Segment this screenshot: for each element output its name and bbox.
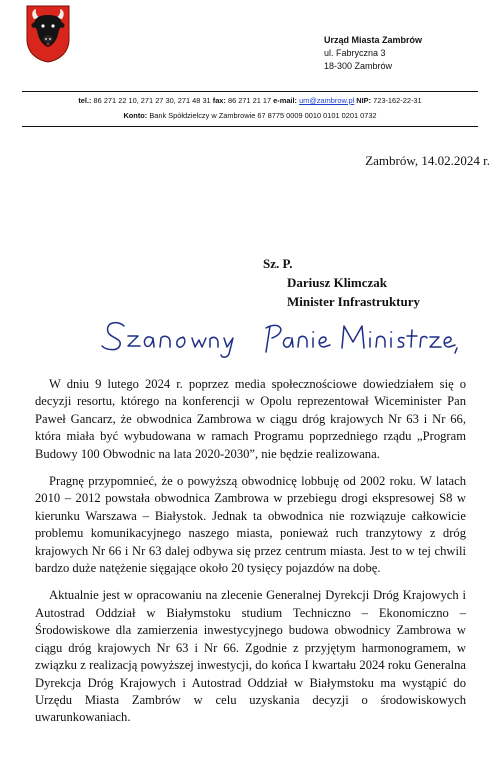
letter-body	[35, 376, 466, 737]
email-label: e-mail:	[273, 96, 297, 105]
header-divider-bottom	[22, 126, 478, 127]
paragraph-3: Aktualnie jest w opracowaniu na zlecenie Generalnej Dyrekcji Dróg Krajowych i Autostrad Oddział w Białymstoku studium Techniczno – Ekonomiczno – Środowiskowe dla zamierzenia inwestycyjnego budowa obwodnicy Zambrowa w ciągu dróg krajowych Nr 63 i Nr 66. Zgodnie z przyjętym harmonogramem, w związku z realizacją powyższej inwestycji, do końca I kwartału 2024 roku Generalna Dyrekcja Dróg Krajowych i Autostrad Oddział w Białymstoku ma wystąpić do Urzędu Miasta Zambrów w celu uzyskania decyzji o środowiskowych uwarunkowaniach.	[35, 588, 466, 725]
header-divider-top	[22, 91, 478, 92]
tel-label: tel.:	[78, 96, 92, 105]
email-link[interactable]: um@zambrow.pl	[299, 96, 355, 105]
nip-label: NIP:	[356, 96, 372, 105]
fax-value: 86 271 21 17	[227, 96, 272, 105]
addressee-block	[0, 254, 420, 311]
bank-value: Bank Spółdzielczy w Zambrowie 67 8775 0009 0010 0101 0201 0732	[149, 111, 377, 120]
office-street: ul. Fabryczna 3	[324, 48, 386, 58]
office-name: Urząd Miasta Zambrów	[324, 35, 423, 45]
paragraph-2: Pragnę przypomnieć, że o powyższą obwodnicę lobbuję od 2002 roku. W latach 2010 – 2012 powstała obwodnica Zambrowa w przebiegu drogi ekspresowej S8 w kierunku Warszawa – Białystok. Jednak ta obwodnica nie rozwiązuje całkowicie problemu komunikacyjnego naszego miasta, ponieważ ruch tranzytowy z dróg krajowych Nr 66 i Nr 63 dalej odbywa się przez centrum miasta. Jest to w tej chwili bardzo duże natężenie sięgające około 20 tysięcy pojazdów na dobę.	[35, 474, 466, 576]
office-address-block	[324, 34, 422, 73]
office-postal-city: 18-300 Zambrów	[324, 61, 393, 71]
bank-account-line	[22, 111, 478, 120]
paragraph-1: W dniu 9 lutego 2024 r. poprzez media społecznościowe dowiedziałem się o decyzji resortu, którego na konferencji w Opolu reprezentował Wiceminister Pan Paweł Gancarz, że obwodnica Zambrowa w ciągu dróg krajowych Nr 63 i Nr 66, która miała być wybudowana w ramach Programu poprzedniego rządu „Program Budowy 100 Obwodnic na lata 2020-2030”, nie będzie realizowana.	[35, 377, 466, 461]
nip-value: 723-162-22-31	[373, 96, 422, 105]
bison-head-crest-icon	[26, 5, 70, 63]
addressee-name: Dariusz Klimczak	[287, 275, 388, 290]
tel-value: 86 271 22 10, 271 27 30, 271 48 31	[93, 96, 211, 105]
handwritten-greeting	[100, 312, 465, 360]
addressee-salutation: Sz. P.	[263, 256, 293, 271]
date-line: Zambrów, 14.02.2024 r.	[365, 153, 490, 168]
addressee-title: Minister Infrastruktury	[287, 294, 421, 309]
contact-line	[22, 96, 478, 105]
fax-label: fax:	[212, 96, 226, 105]
bank-label: Konto:	[123, 111, 148, 120]
